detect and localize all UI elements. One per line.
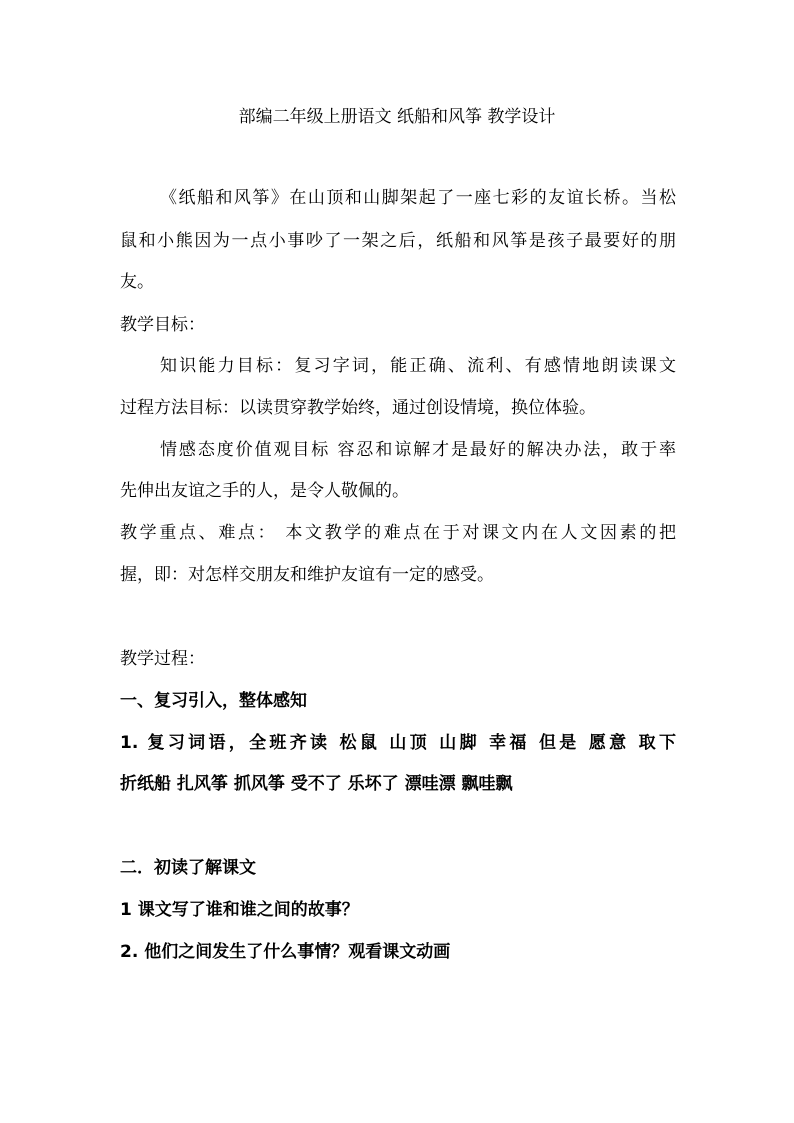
objective-knowledge: 知识能力目标：复习字词，能正确、流利、有感情地朗读课文 bbox=[160, 356, 676, 376]
objectives-heading: 教学目标： bbox=[120, 315, 205, 335]
intro-line-2: 鼠和小熊因为一点小事吵了一架之后，纸船和风筝是孩子最要好的朋 bbox=[120, 231, 676, 251]
objective-emotion-line-1: 情感态度价值观目标 容忍和谅解才是最好的解决办法，敢于率 bbox=[160, 440, 676, 460]
objective-process: 过程方法目标：以读贯穿教学始终，通过创设情境，换位体验。 bbox=[120, 398, 596, 418]
keypoints-line-2: 握，即：对怎样交朋友和维护友谊有一定的感受。 bbox=[120, 565, 494, 585]
keypoints-line-1: 教学重点、难点： 本文教学的难点在于对课文内在人文因素的把 bbox=[120, 523, 676, 543]
section-1-item-1-line-2: 折纸船 扎风筝 抓风筝 受不了 乐坏了 漂哇漂 飘哇飘 bbox=[120, 774, 513, 794]
process-heading: 教学过程： bbox=[120, 649, 205, 669]
section-2-item-1: 1 课文写了谁和谁之间的故事？ bbox=[120, 900, 359, 920]
section-2-heading: 二．初读了解课文 bbox=[120, 858, 256, 878]
section-2-item-2: 2. 他们之间发生了什么事情？观看课文动画 bbox=[120, 942, 451, 962]
document-title: 部编二年级上册语文 纸船和风筝 教学设计 bbox=[238, 107, 556, 127]
section-1-item-1-line-1: 1. 复习词语，全班齐读 松鼠 山顶 山脚 幸福 但是 愿意 取下 bbox=[120, 733, 676, 753]
intro-line-1: 《纸船和风筝》在山顶和山脚架起了一座七彩的友谊长桥。当松 bbox=[160, 188, 676, 208]
section-1-heading: 一、复习引入，整体感知 bbox=[120, 691, 307, 711]
objective-emotion-line-2: 先伸出友谊之手的人，是令人敬佩的。 bbox=[120, 481, 409, 501]
intro-line-3: 友。 bbox=[120, 272, 154, 292]
